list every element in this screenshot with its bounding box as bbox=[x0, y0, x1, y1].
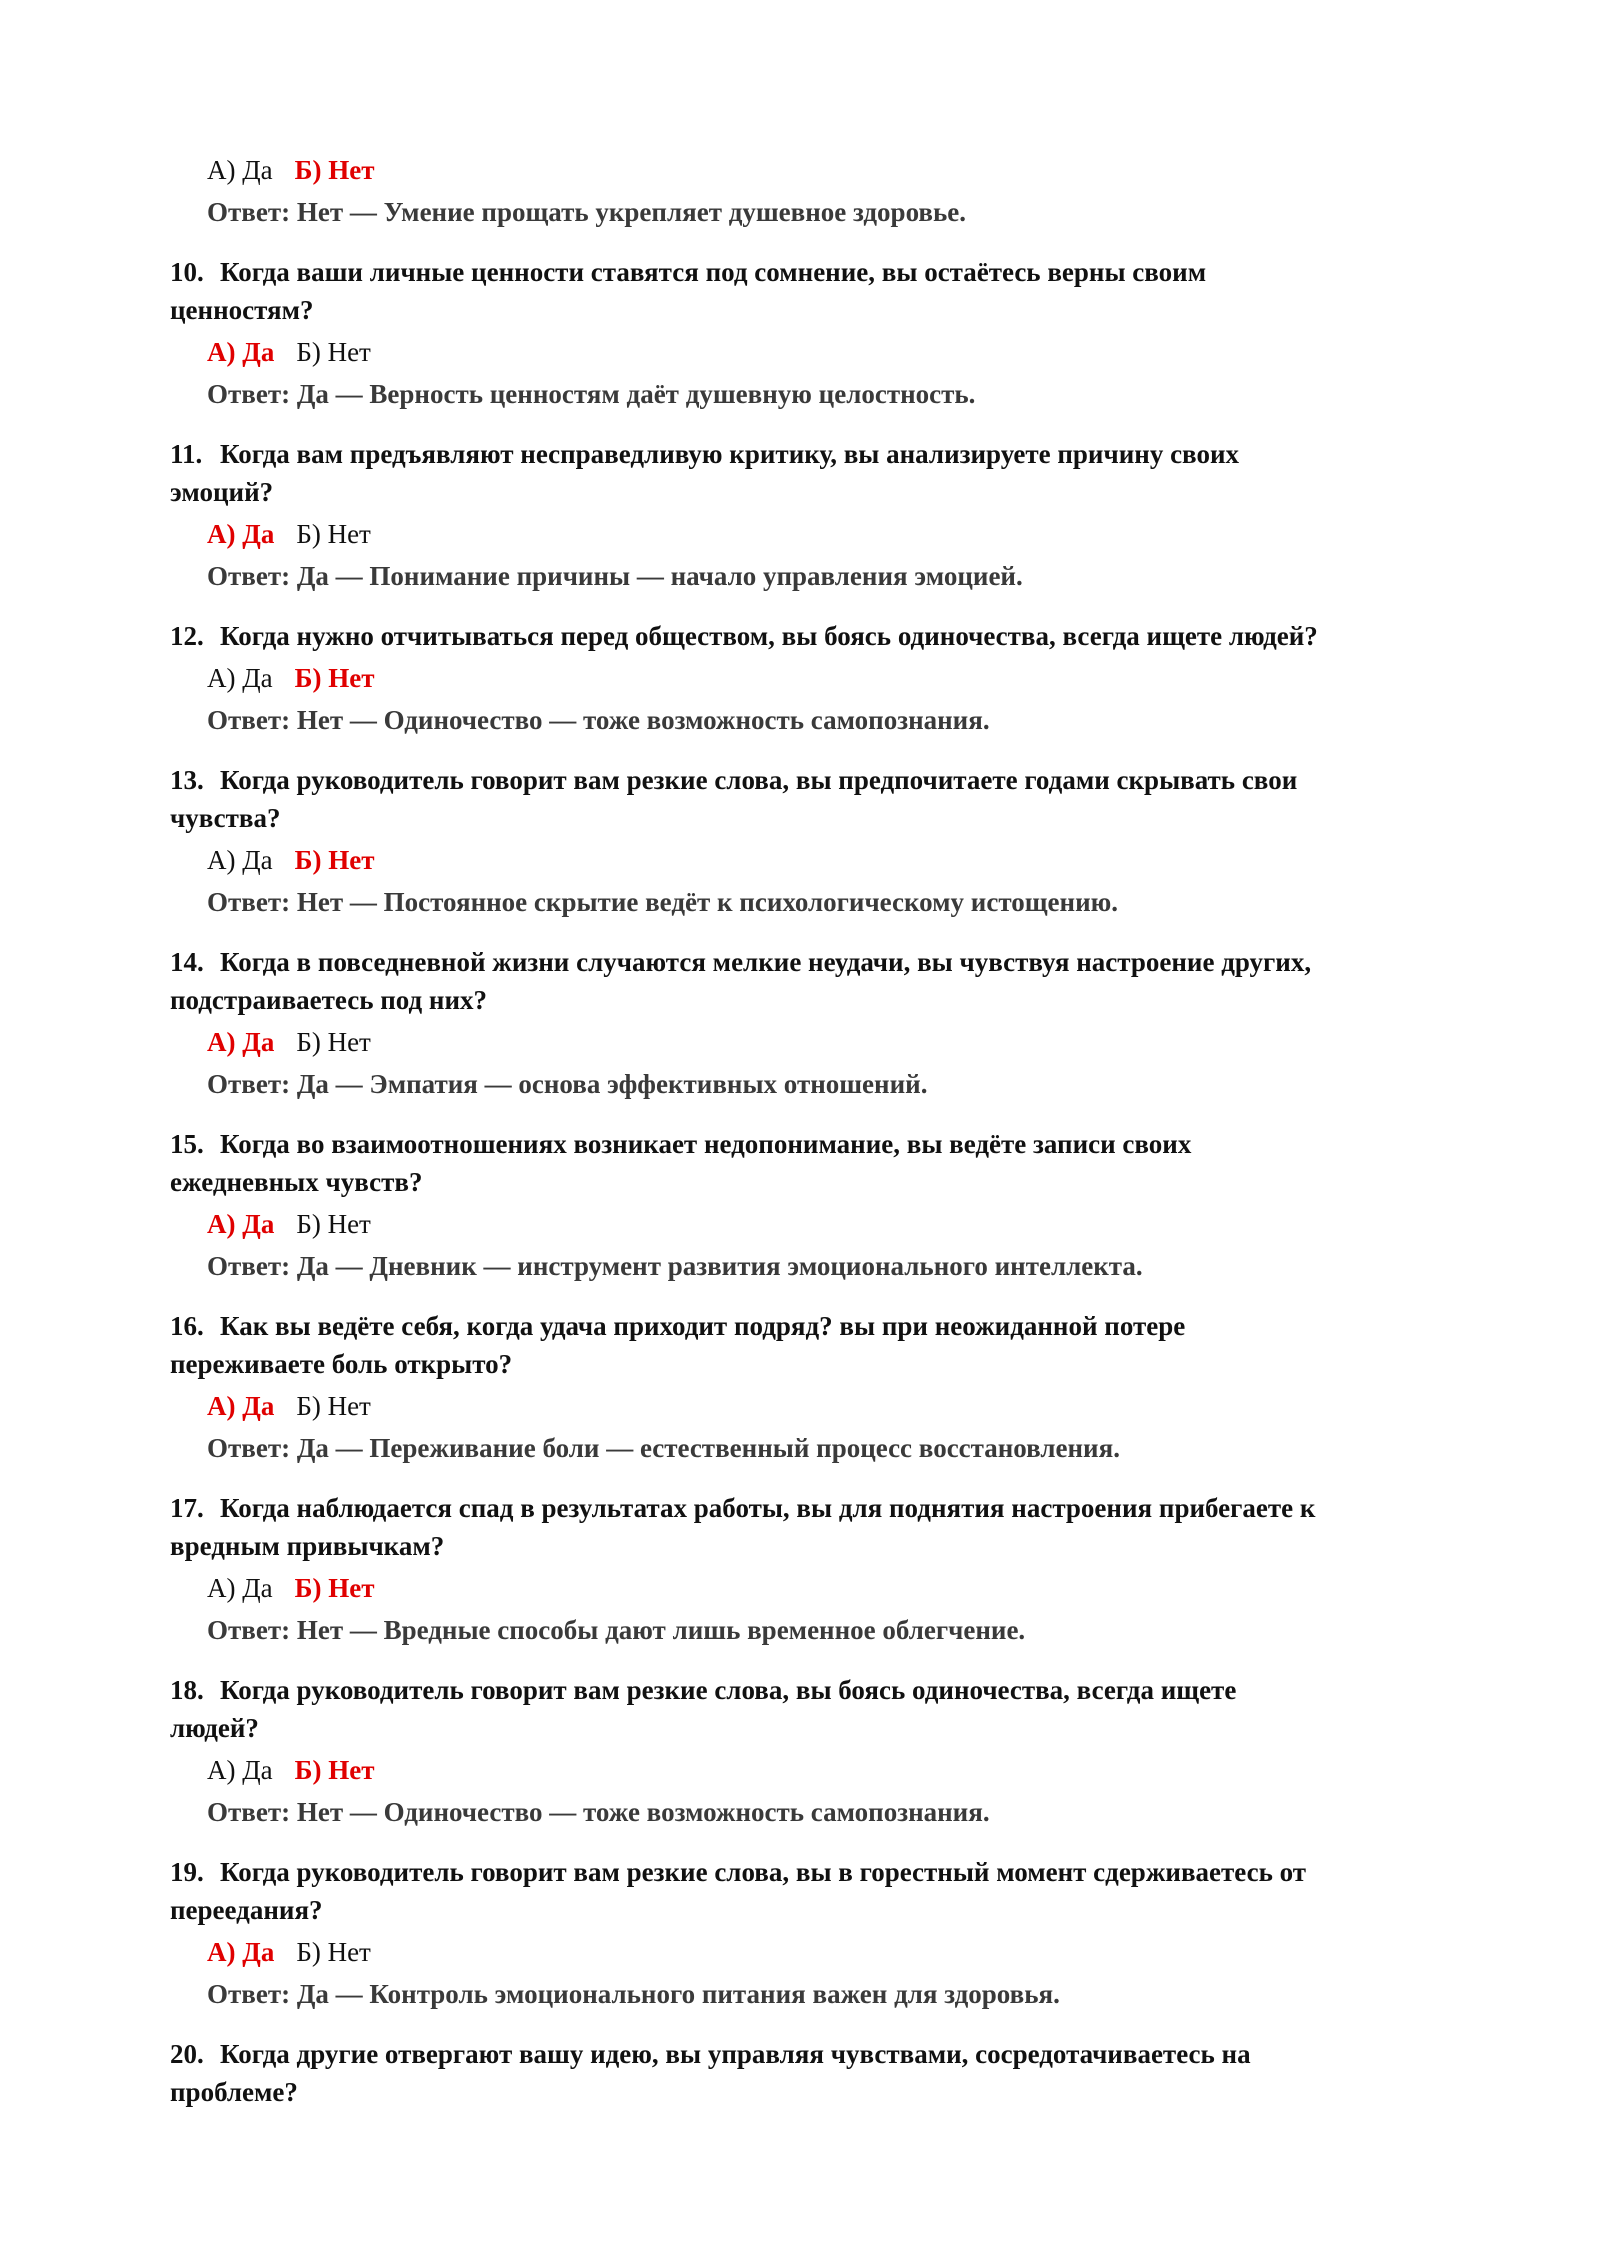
answer-line: Ответ: Да — Верность ценностям даёт душевную целостность. bbox=[207, 379, 976, 409]
option-b: Б) Нет bbox=[294, 845, 375, 875]
question-text-cont: переедания? bbox=[170, 1895, 323, 1925]
question-number: 16. bbox=[170, 1311, 204, 1341]
option-a: А) Да bbox=[207, 1573, 273, 1603]
option-b: Б) Нет bbox=[296, 1937, 371, 1967]
question-14 bbox=[170, 946, 1311, 978]
option-b: Б) Нет bbox=[294, 663, 375, 693]
question-text-cont: подстраиваетесь под них? bbox=[170, 985, 488, 1015]
answer-line: Ответ: Да — Переживание боли — естественный процесс восстановления. bbox=[207, 1433, 1120, 1463]
option-a: А) Да bbox=[207, 1391, 275, 1421]
question-text: Как вы ведёте себя, когда удача приходит подряд? вы при неожиданной потере bbox=[220, 1311, 1186, 1341]
question-18 bbox=[170, 1674, 1236, 1706]
option-b: Б) Нет bbox=[296, 1027, 371, 1057]
question-text: Когда вам предъявляют несправедливую критику, вы анализируете причину своих bbox=[220, 439, 1239, 469]
question-number: 17. bbox=[170, 1493, 204, 1523]
option-b: Б) Нет bbox=[296, 1391, 371, 1421]
question-number: 19. bbox=[170, 1857, 204, 1887]
question-text-cont: вредным привычкам? bbox=[170, 1531, 445, 1561]
option-a: А) Да bbox=[207, 155, 273, 185]
option-a: А) Да bbox=[207, 1937, 275, 1967]
option-b: Б) Нет bbox=[294, 1573, 375, 1603]
answer-line: Ответ: Да — Эмпатия — основа эффективных отношений. bbox=[207, 1069, 928, 1099]
question-text: Когда во взаимоотношениях возникает недопонимание, вы ведёте записи своих bbox=[220, 1129, 1192, 1159]
question-text-cont: переживаете боль открыто? bbox=[170, 1349, 513, 1379]
question-17 bbox=[170, 1492, 1315, 1524]
option-a: А) Да bbox=[207, 845, 273, 875]
option-a: А) Да bbox=[207, 519, 275, 549]
question-11 bbox=[170, 438, 1239, 470]
question-19 bbox=[170, 1856, 1306, 1888]
question-number: 14. bbox=[170, 947, 204, 977]
answer-line: Ответ: Нет — Вредные способы дают лишь временное облегчение. bbox=[207, 1615, 1026, 1645]
question-12 bbox=[170, 620, 1318, 652]
options-row bbox=[207, 1026, 371, 1058]
question-13 bbox=[170, 764, 1297, 796]
question-number: 13. bbox=[170, 765, 204, 795]
option-a: А) Да bbox=[207, 337, 275, 367]
question-text: Когда другие отвергают вашу идею, вы управляя чувствами, сосредотачиваетесь на bbox=[220, 2039, 1251, 2069]
question-10 bbox=[170, 256, 1206, 288]
question-text-cont: ежедневных чувств? bbox=[170, 1167, 423, 1197]
answer-line: Ответ: Нет — Умение прощать укрепляет душевное здоровье. bbox=[207, 197, 966, 227]
answer-line: Ответ: Нет — Постоянное скрытие ведёт к психологическому истощению. bbox=[207, 887, 1119, 917]
options-row bbox=[207, 1572, 375, 1604]
question-text-cont: людей? bbox=[170, 1713, 259, 1743]
question-text-cont: проблеме? bbox=[170, 2077, 298, 2107]
question-20 bbox=[170, 2038, 1251, 2070]
question-16 bbox=[170, 1310, 1185, 1342]
answer-line: Ответ: Нет — Одиночество — тоже возможность самопознания. bbox=[207, 1797, 990, 1827]
question-number: 10. bbox=[170, 257, 204, 287]
option-a: А) Да bbox=[207, 1755, 273, 1785]
question-text: Когда нужно отчитываться перед обществом, вы боясь одиночества, всегда ищете людей? bbox=[220, 621, 1318, 651]
options-row bbox=[207, 518, 371, 550]
answer-line: Ответ: Да — Дневник — инструмент развития эмоционального интеллекта. bbox=[207, 1251, 1143, 1281]
question-text-cont: эмоций? bbox=[170, 477, 274, 507]
question-number: 12. bbox=[170, 621, 204, 651]
question-text-cont: чувства? bbox=[170, 803, 281, 833]
answer-line: Ответ: Да — Понимание причины — начало управления эмоцией. bbox=[207, 561, 1023, 591]
question-text: Когда руководитель говорит вам резкие слова, вы боясь одиночества, всегда ищете bbox=[220, 1675, 1237, 1705]
options-row bbox=[207, 154, 375, 186]
question-text: Когда ваши личные ценности ставятся под сомнение, вы остаётесь верны своим bbox=[220, 257, 1207, 287]
option-b: Б) Нет bbox=[296, 519, 371, 549]
question-text-cont: ценностям? bbox=[170, 295, 314, 325]
options-row bbox=[207, 662, 375, 694]
answer-line: Ответ: Нет — Одиночество — тоже возможность самопознания. bbox=[207, 705, 990, 735]
question-text: Когда руководитель говорит вам резкие слова, вы в горестный момент сдерживаетесь от bbox=[220, 1857, 1307, 1887]
question-text: Когда в повседневной жизни случаются мелкие неудачи, вы чувствуя настроение других, bbox=[220, 947, 1312, 977]
question-number: 20. bbox=[170, 2039, 204, 2069]
option-b: Б) Нет bbox=[296, 1209, 371, 1239]
option-b: Б) Нет bbox=[294, 1755, 375, 1785]
options-row bbox=[207, 1754, 375, 1786]
question-number: 11. bbox=[170, 439, 203, 469]
options-row bbox=[207, 1390, 371, 1422]
option-a: А) Да bbox=[207, 663, 273, 693]
question-text: Когда руководитель говорит вам резкие слова, вы предпочитаете годами скрывать свои bbox=[220, 765, 1298, 795]
options-row bbox=[207, 336, 371, 368]
option-a: А) Да bbox=[207, 1209, 275, 1239]
answer-line: Ответ: Да — Контроль эмоционального питания важен для здоровья. bbox=[207, 1979, 1060, 2009]
options-row bbox=[207, 1208, 371, 1240]
option-b: Б) Нет bbox=[296, 337, 371, 367]
question-number: 15. bbox=[170, 1129, 204, 1159]
option-b: Б) Нет bbox=[294, 155, 375, 185]
option-a: А) Да bbox=[207, 1027, 275, 1057]
options-row bbox=[207, 1936, 371, 1968]
question-15 bbox=[170, 1128, 1191, 1160]
question-text: Когда наблюдается спад в результатах работы, вы для поднятия настроения прибегаете к bbox=[220, 1493, 1316, 1523]
question-number: 18. bbox=[170, 1675, 204, 1705]
options-row bbox=[207, 844, 375, 876]
